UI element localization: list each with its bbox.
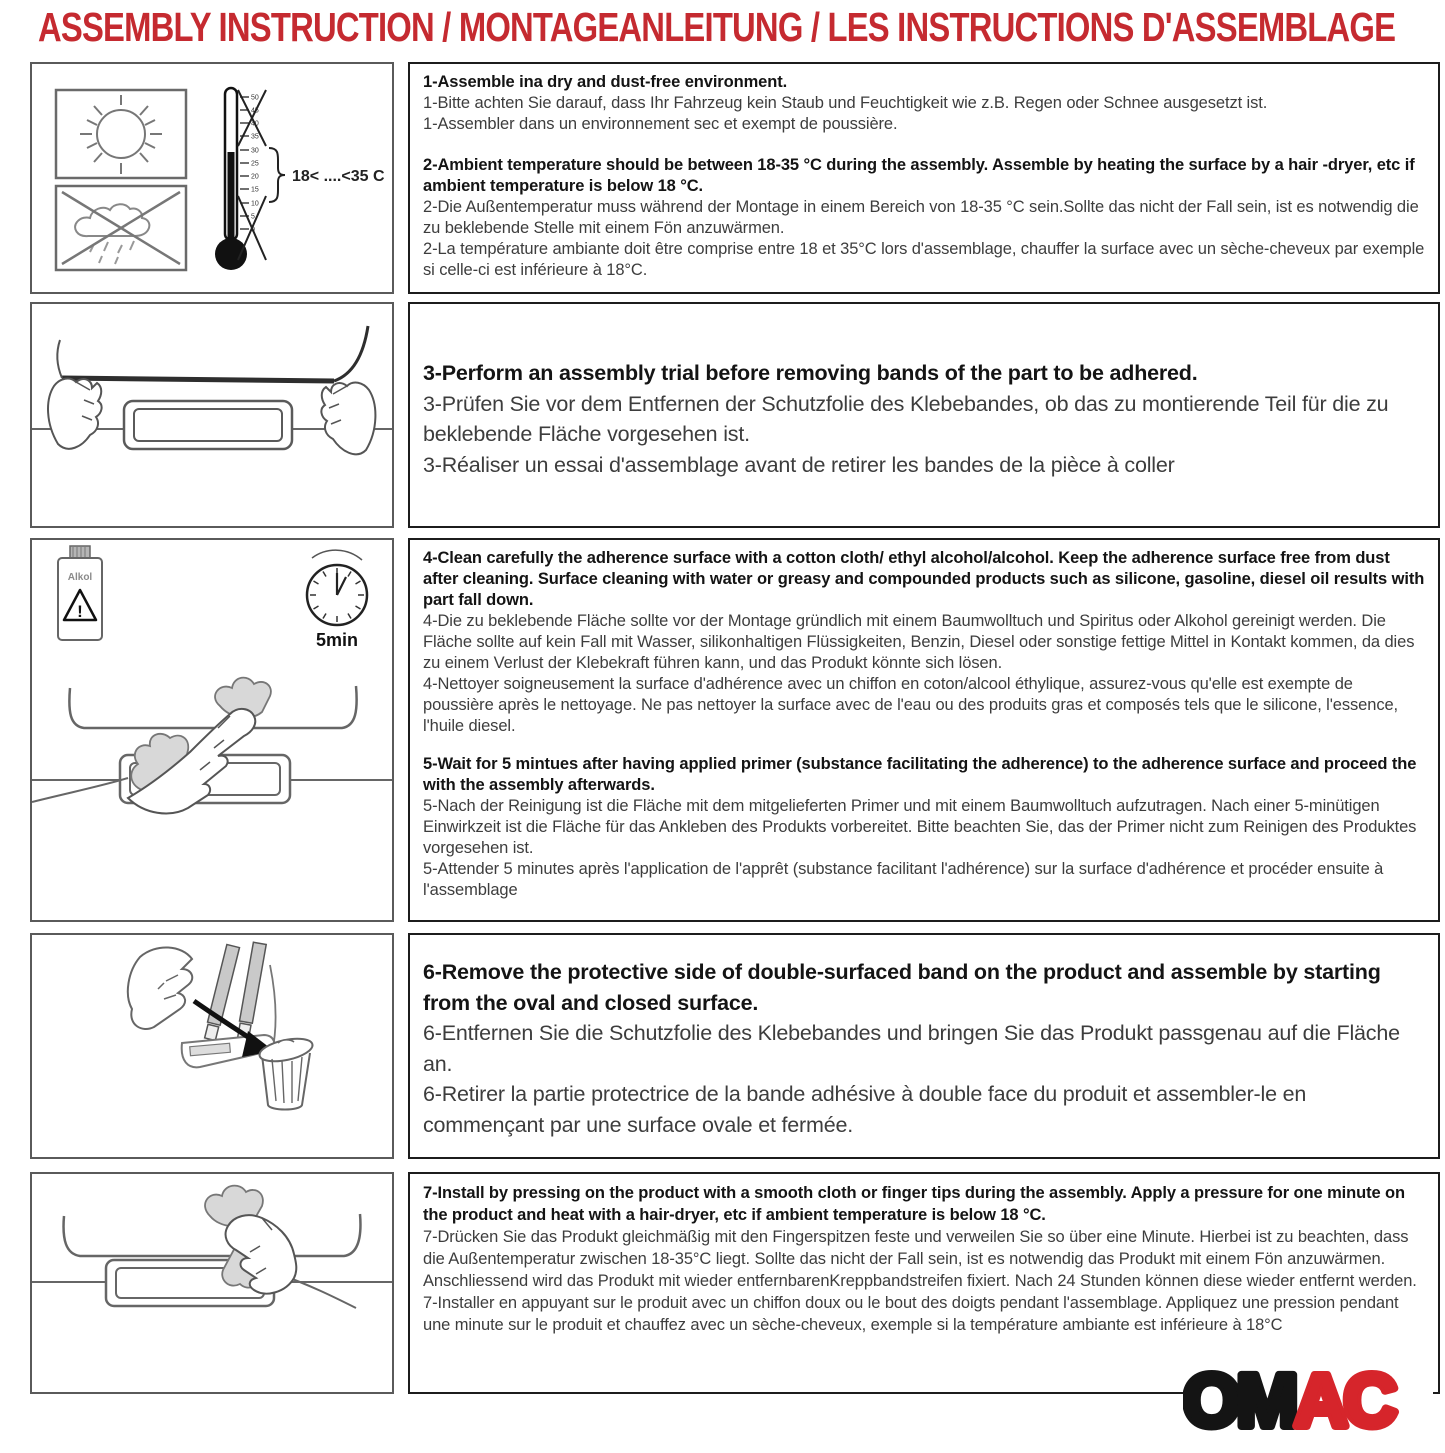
svg-text:50: 50 — [251, 94, 259, 102]
step-1-text-fr: 1-Assembler dans un environnement sec et exempt de poussière. — [423, 115, 898, 133]
temperature-range-brace — [269, 148, 285, 202]
step-7-illustration-box — [30, 1172, 394, 1394]
page-title: ASSEMBLY INSTRUCTION / MONTAGEANLEITUNG / LES INSTRUCTIONS D'ASSEMBLAGE — [38, 4, 1396, 50]
step-7-text-fr: 7-Installer en appuyant sur le produit avec un chiffon doux ou le bout des doigts pendant l'assemblage. Appliquez une pression pendant une minute sur le produit et chauffez avec un sèche-cheveux, exemple si la température ambiante est inférieure à 18°C — [423, 1294, 1399, 1334]
license-plate-recess — [124, 401, 292, 449]
step-6-text-de: 6-Entfernen Sie die Schutzfolie des Klebebandes und bringen Sie das Produkt passgenau auf die Fläche an. — [423, 1021, 1400, 1076]
svg-text:25: 25 — [251, 160, 259, 168]
clock-duration-label: 5min — [315, 630, 359, 650]
svg-text:!: ! — [77, 602, 83, 621]
step-3-illustration-box — [30, 302, 394, 528]
step-5-text-de: 5-Nach der Reinigung ist die Fläche mit dem mitgelieferten Primer und mit einem Baumwolltuch aufzutragen. Nach einer 5-minütigen Einwirkzeit ist die Fläche für das Ankleben des Produkts vorbereitet. Bitte beachten Sie, das der Primer nicht zum Reinigen des Produktes vorgesehen ist. — [423, 797, 1417, 857]
clock-icon — [307, 550, 367, 650]
peeling-hand — [128, 947, 192, 1029]
step-4-text-de: 4-Die zu beklebende Fläche sollte vor der Montage gründlich mit einem Baumwolltuch und Spiritus oder Alkohol gereinigt werden. Die Fläche sollte auf kein Fall mit Wasser, silikonhaltigen Flüssigkeiten, Benzin, Diesel oder sonstige fettige Mittel in Kontakt kommen, da dies zu einem Verlust der Klebekraft führen kann, und das Produkt könnte sich lösen. — [423, 612, 1415, 672]
trash-can-icon — [258, 1035, 315, 1110]
svg-text:0: 0 — [251, 226, 255, 234]
step-4-5-text-box — [408, 538, 1440, 922]
alcohol-bottle-icon — [58, 546, 102, 640]
step-6-text-fr: 6-Retirer la partie protectrice de la bande adhésive à double face du produit et assembler-le en commençant par une surface ovale et fermée. — [423, 1082, 1307, 1137]
omac-logo-red-part: AC — [1294, 1359, 1394, 1442]
omac-logo-graphic — [1183, 1356, 1433, 1448]
svg-text:OMAC — [1183, 1359, 1396, 1442]
pressing-illustration — [32, 1174, 392, 1392]
right-hand — [321, 383, 375, 455]
assembly-trial-illustration — [32, 304, 392, 526]
step-1-2-illustration-box — [30, 62, 394, 294]
omac-logo — [1183, 1356, 1433, 1448]
step-3-text-box — [408, 302, 1440, 528]
trunk-surface — [32, 1214, 392, 1308]
step-4-text-en: 4-Clean carefully the adherence surface with a cotton cloth/ ethyl alcohol/alcohol. Keep the adherence surface free from dust after cleaning. Surface cleaning with water or greasy and compounded products such as silicone, gasoline, diesel oil results with part fall down. — [423, 549, 1425, 609]
step-3-text-de: 3-Prüfen Sie vor dem Entfernen der Schutzfolie des Klebebandes, ob das zu montierende Teil für die zu beklebende Fläche vorgesehen ist. — [423, 391, 1389, 446]
svg-text:30: 30 — [251, 147, 259, 155]
no-rain-icon — [56, 186, 186, 270]
step-7-text-en: 7-Install by pressing on the product with a smooth cloth or finger tips during the assembly. Apply a pressure for one minute on the product and heat with a hair-dryer, etc if ambient temperature is below 18 °C. — [423, 1184, 1405, 1224]
alcohol-bottle-label: Alkol — [67, 572, 93, 583]
svg-text:35: 35 — [251, 133, 259, 141]
svg-text:20: 20 — [251, 173, 259, 181]
step-3-text-fr: 3-Réaliser un essai d'assemblage avant de retirer les bandes de la pièce à coller — [423, 452, 1175, 477]
svg-text:10: 10 — [251, 200, 259, 208]
svg-text:45: 45 — [251, 107, 259, 115]
step-2-text-de: 2-Die Außentemperatur muss während der Montage in einem Bereich von 18-35 °C sein.Sollte das nicht der Fall sein, ist es notwendig die zu beklebende Stelle mit einem Fön anzuwärmen. — [423, 198, 1419, 237]
peel-tape-illustration — [32, 935, 392, 1157]
sun-icon — [56, 90, 186, 178]
trim-strip — [57, 326, 368, 381]
step-4-5-illustration-box — [30, 538, 394, 922]
step-6-illustration-box — [30, 933, 394, 1159]
step-5-text-en: 5-Wait for 5 mintues after having applied primer (substance facilitating the adherence) to the adherence surface and proceed the with the assembly afterwards. — [423, 755, 1417, 794]
svg-text:40: 40 — [251, 120, 259, 128]
step-6-text-en: 6-Remove the protective side of double-surfaced band on the product and assemble by starting from the oval and closed surface. — [423, 960, 1381, 1015]
step-1-text-de: 1-Bitte achten Sie darauf, dass Ihr Fahrzeug kein Staub und Feuchtigkeit wie z.B. Regen oder Schnee ausgesetzt ist. — [423, 94, 1268, 112]
step-1-2-text-box — [408, 62, 1440, 294]
environment-temperature-illustration — [32, 64, 392, 292]
step-2-text-fr: 2-La température ambiante doit être comprise entre 18 et 35°C lors d'assemblage, chauffer la surface avec un sèche-cheveux par exemple si celle-ci est inférieure à 18°C. — [423, 240, 1425, 279]
step-5-text-fr: 5-Attender 5 minutes après l'application de l'apprêt (substance facilitant l'adhérence) sur la surface d'adhérence et procéder ensuite à l'assemblage — [423, 860, 1384, 899]
thermometer-icon — [215, 88, 385, 270]
svg-text:5: 5 — [251, 213, 255, 221]
step-2-text-en: 2-Ambient temperature should be between 18-35 °C during the assembly. Assemble by heating the surface by a hair -dryer, etc if ambient temperature is below 18 °C. — [423, 156, 1415, 195]
cleaning-illustration — [32, 540, 392, 920]
temperature-range-label: 18< ....<35 C — [292, 168, 385, 185]
svg-text:15: 15 — [251, 186, 259, 194]
step-1-text-en: 1-Assemble ina dry and dust-free environment. — [423, 73, 788, 91]
omac-logo-black-part: OM — [1183, 1359, 1295, 1442]
step-4-text-fr: 4-Nettoyer soigneusement la surface d'adhérence avec un chiffon en coton/alcool éthylique, assurez-vous qu'elle est exempte de poussière après le nettoyage. Ne pas nettoyer la surface avec de l'eau ou des produits gras et composés tels que le silicone, l'essence, l'huile diesel. — [423, 675, 1399, 735]
step-3-text-en: 3-Perform an assembly trial before removing bands of the part to be adhered. — [423, 361, 1198, 385]
step-7-text-de: 7-Drücken Sie das Produkt gleichmäßig mit den Fingerspitzen feste und verweilen Sie so über eine Minute. Hierbei ist zu beachten, dass die Außentemperatur zwischen 18-35°C liegt. Sollte das nicht der Fall sein, ist es notwendig das Produkt mit einem Fön anzuwärmen. Anschliessend wird das Produkt mit wieder entfernbarenKreppbandstreifen fixiert. Nach 24 Stunden können diese wieder entfernt werden. — [423, 1228, 1417, 1290]
step-6-text-box — [408, 933, 1440, 1159]
left-hand — [48, 379, 102, 449]
